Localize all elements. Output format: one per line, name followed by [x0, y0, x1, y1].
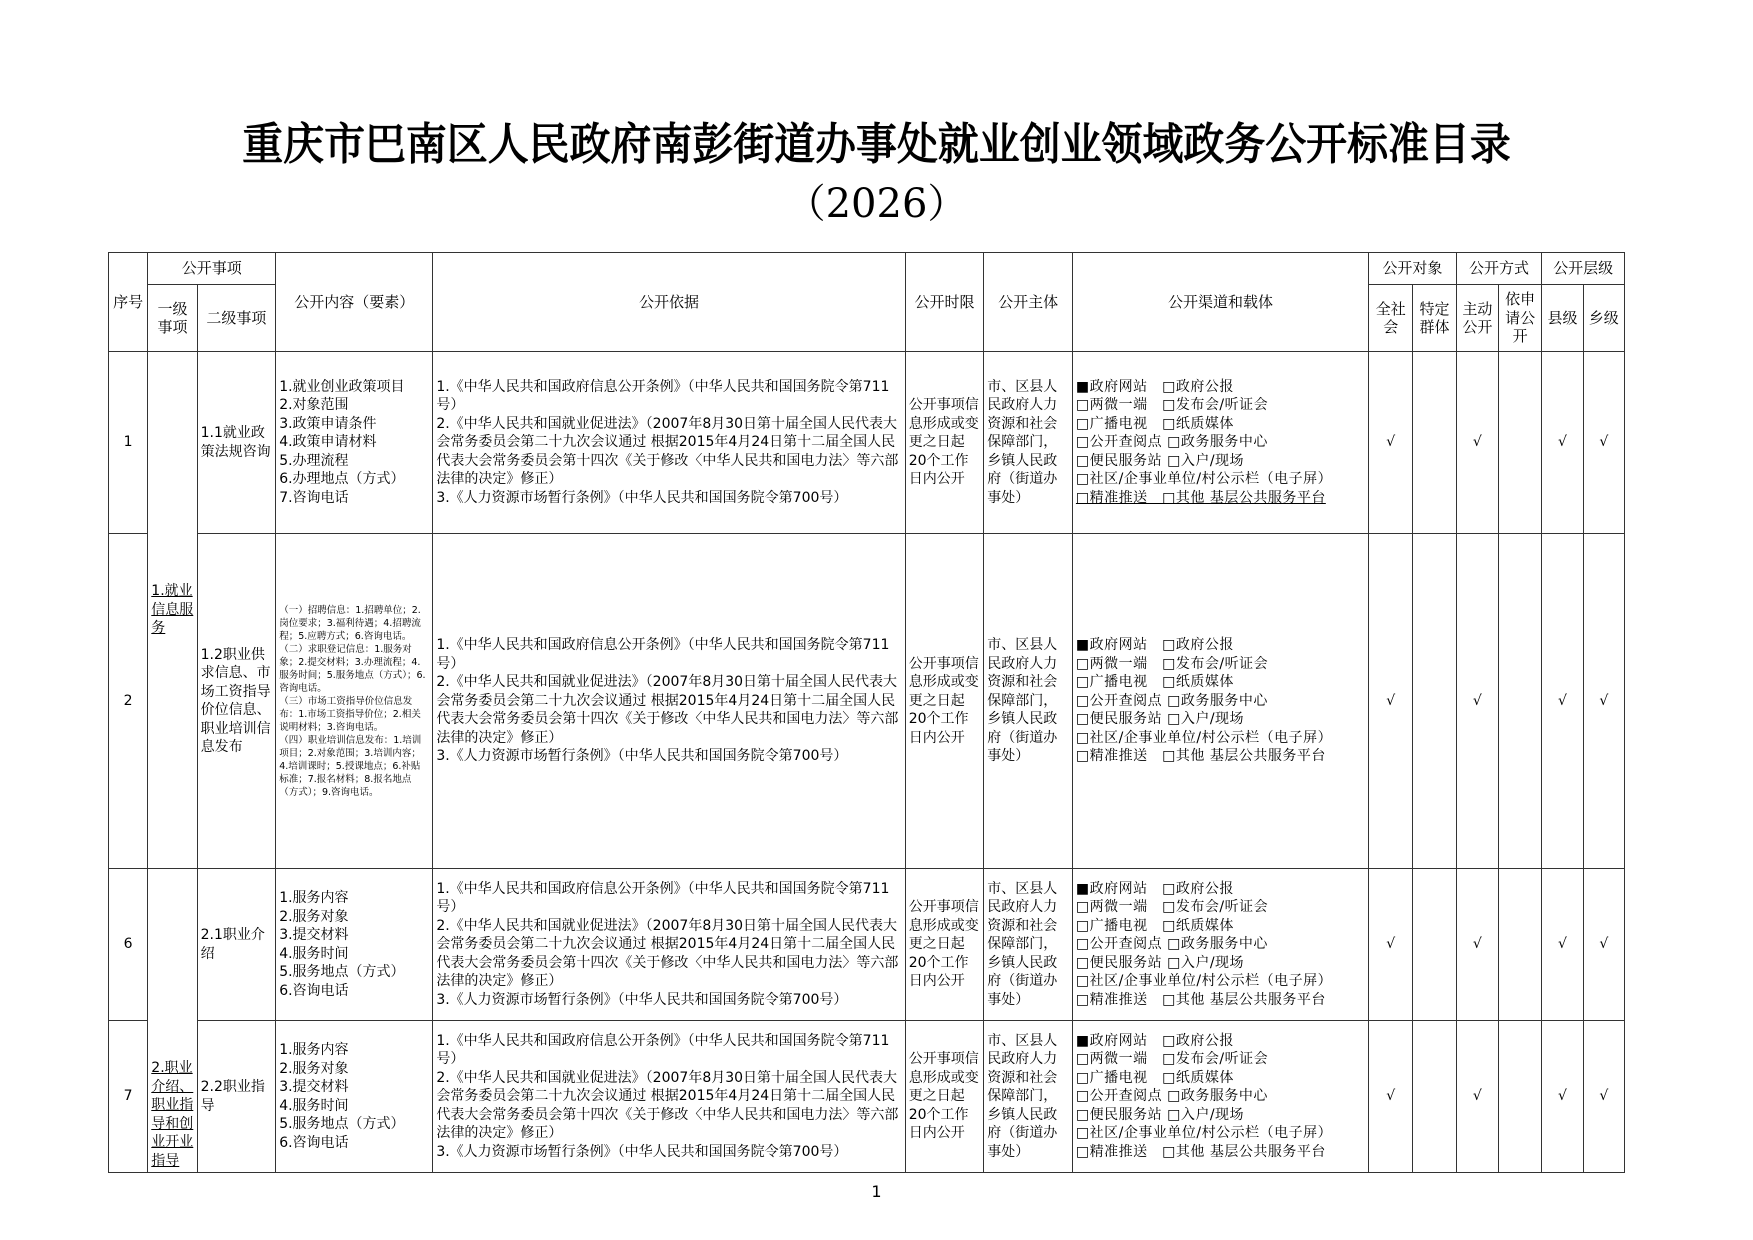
basis-cell: 1.《中华人民共和国政府信息公开条例》（中华人民共和国国务院令第711号） 2.《中华人民共和国就业促进法》（2007年8月30日第十届全国人民代表大会常务委员会第二十九次会议通过 根据2015年4月24日第十二届全国人民代表大会常务委员会第十四次《关于修改〈中华人民共和国电力法〉等六部法律的决定》修正） 3.《人力资源市场暂行条例》（中华人民共和国国务院令第700号）: [433, 534, 905, 869]
document-subtitle: （2026）: [785, 181, 968, 227]
row-seq: 2: [109, 534, 148, 869]
channels-cell: ■政府网站 □政府公报 □两微一端 □发布会/听证会 □广播电视 □纸质媒体 □公开查阅点 □政务服务中心 □便民服务站 □入户/现场 □社区/企事业单位/村公示栏（电子屏） □精准推送 □其他 基层公共服务平台: [1072, 534, 1368, 869]
basis-cell: 1.《中华人民共和国政府信息公开条例》（中华人民共和国国务院令第711号） 2.《中华人民共和国就业促进法》（2007年8月30日第十届全国人民代表大会常务委员会第二十九次会议通过 根据2015年4月24日第十二届全国人民代表大会常务委员会第十四次《关于修改〈中华人民共和国电力法〉等六部法律的决定》修正） 3.《人力资源市场暂行条例》（中华人民共和国国务院令第700号）: [433, 352, 905, 534]
header-level-county: 县级: [1542, 285, 1583, 352]
check-method-apply: [1498, 534, 1541, 869]
header-method-active: 主动公开: [1456, 285, 1498, 352]
check-level-town: √: [1583, 534, 1624, 869]
check-level-county: √: [1542, 352, 1583, 534]
check-method-active: √: [1456, 1021, 1498, 1173]
header-level1: 一级事项: [148, 285, 197, 352]
subject-cell: 市、区县人民政府人力资源和社会保障部门，乡镇人民政府（街道办事处）: [984, 1021, 1073, 1173]
time-limit-cell: 公开事项信息形成或变更之日起20个工作日内公开: [905, 869, 984, 1021]
header-target-all: 全社会: [1369, 285, 1413, 352]
channels-cell: ■政府网站 □政府公报 □两微一端 □发布会/听证会 □广播电视 □纸质媒体 □公开查阅点 □政务服务中心 □便民服务站 □入户/现场 □社区/企事业单位/村公示栏（电子屏） □精准推送 □其他 基层公共服务平台: [1072, 869, 1368, 1021]
check-method-active: √: [1456, 869, 1498, 1021]
basis-cell: 1.《中华人民共和国政府信息公开条例》（中华人民共和国国务院令第711号） 2.《中华人民共和国就业促进法》（2007年8月30日第十届全国人民代表大会常务委员会第二十九次会议通过 根据2015年4月24日第十二届全国人民代表大会常务委员会第十四次《关于修改〈中华人民共和国电力法〉等六部法律的决定》修正） 3.《人力资源市场暂行条例》（中华人民共和国国务院令第700号）: [433, 1021, 905, 1173]
document-title: 重庆市巴南区人民政府南彭街道办事处就业创业领域政务公开标准目录: [242, 119, 1511, 170]
row-seq: 6: [109, 869, 148, 1021]
header-level2: 二级事项: [197, 285, 276, 352]
level2-item: 1.2职业供求信息、市场工资指导价位信息、职业培训信息发布: [197, 534, 276, 869]
check-method-apply: [1498, 1021, 1541, 1173]
level2-item: 2.2职业指导: [197, 1021, 276, 1173]
header-method-group: 公开方式: [1456, 253, 1542, 285]
check-target-specific: [1413, 1021, 1456, 1173]
header-subject: 公开主体: [984, 253, 1073, 352]
check-target-specific: [1413, 352, 1456, 534]
header-basis: 公开依据: [433, 253, 905, 352]
level2-item: 2.1职业介绍: [197, 869, 276, 1021]
content-cell: 1.服务内容 2.服务对象 3.提交材料 4.服务时间 5.服务地点（方式） 6.咨询电话: [276, 1021, 433, 1173]
check-level-town: √: [1583, 869, 1624, 1021]
header-time-limit: 公开时限: [905, 253, 984, 352]
level1-item: 1.就业信息服务: [148, 352, 197, 869]
time-limit-cell: 公开事项信息形成或变更之日起20个工作日内公开: [905, 1021, 984, 1173]
check-level-county: √: [1542, 534, 1583, 869]
header-channels: 公开渠道和载体: [1072, 253, 1368, 352]
check-method-apply: [1498, 869, 1541, 1021]
disclosure-catalog-table: [108, 252, 1625, 1173]
table-row: [109, 869, 1625, 1021]
time-limit-cell: 公开事项信息形成或变更之日起20个工作日内公开: [905, 352, 984, 534]
row-seq: 7: [109, 1021, 148, 1173]
header-level-group: 公开层级: [1542, 253, 1625, 285]
level2-item: 1.1就业政策法规咨询: [197, 352, 276, 534]
check-target-specific: [1413, 869, 1456, 1021]
table-row: [109, 352, 1625, 534]
check-level-county: √: [1542, 869, 1583, 1021]
basis-cell: 1.《中华人民共和国政府信息公开条例》（中华人民共和国国务院令第711号） 2.《中华人民共和国就业促进法》（2007年8月30日第十届全国人民代表大会常务委员会第二十九次会议通过 根据2015年4月24日第十二届全国人民代表大会常务委员会第十四次《关于修改〈中华人民共和国电力法〉等六部法律的决定》修正） 3.《人力资源市场暂行条例》（中华人民共和国国务院令第700号）: [433, 869, 905, 1021]
check-level-town: √: [1583, 1021, 1624, 1173]
check-target-all: √: [1369, 534, 1413, 869]
check-level-town: √: [1583, 352, 1624, 534]
header-content: 公开内容（要素）: [276, 253, 433, 352]
subject-cell: 市、区县人民政府人力资源和社会保障部门，乡镇人民政府（街道办事处）: [984, 869, 1073, 1021]
table-row: [109, 534, 1625, 869]
channels-cell: ■政府网站 □政府公报 □两微一端 □发布会/听证会 □广播电视 □纸质媒体 □公开查阅点 □政务服务中心 □便民服务站 □入户/现场 □社区/企事业单位/村公示栏（电子屏） □精准推送 □其他 基层公共服务平台: [1072, 352, 1368, 534]
check-level-county: √: [1542, 1021, 1583, 1173]
level1-item: 2.职业介绍、职业指导和创业开业指导: [148, 869, 197, 1173]
content-cell: 1.服务内容 2.服务对象 3.提交材料 4.服务时间 5.服务地点（方式） 6.咨询电话: [276, 869, 433, 1021]
check-target-all: √: [1369, 869, 1413, 1021]
header-items-group: 公开事项: [148, 253, 276, 285]
check-target-all: √: [1369, 1021, 1413, 1173]
table-row: [109, 1021, 1625, 1173]
check-method-active: √: [1456, 352, 1498, 534]
time-limit-cell: 公开事项信息形成或变更之日起20个工作日内公开: [905, 534, 984, 869]
subject-cell: 市、区县人民政府人力资源和社会保障部门，乡镇人民政府（街道办事处）: [984, 352, 1073, 534]
row-seq: 1: [109, 352, 148, 534]
content-cell: 1.就业创业政策项目 2.对象范围 3.政策申请条件 4.政策申请材料 5.办理流程 6.办理地点（方式） 7.咨询电话: [276, 352, 433, 534]
check-method-active: √: [1456, 534, 1498, 869]
channels-cell: ■政府网站 □政府公报 □两微一端 □发布会/听证会 □广播电视 □纸质媒体 □公开查阅点 □政务服务中心 □便民服务站 □入户/现场 □社区/企事业单位/村公示栏（电子屏） □精准推送 □其他 基层公共服务平台: [1072, 1021, 1368, 1173]
header-method-apply: 依申请公开: [1498, 285, 1541, 352]
check-method-apply: [1498, 352, 1541, 534]
check-target-all: √: [1369, 352, 1413, 534]
header-level-town: 乡级: [1583, 285, 1624, 352]
subject-cell: 市、区县人民政府人力资源和社会保障部门，乡镇人民政府（街道办事处）: [984, 534, 1073, 869]
header-target-specific: 特定群体: [1413, 285, 1456, 352]
content-cell: （一）招聘信息：1.招聘单位；2.岗位要求；3.福利待遇；4.招聘流程；5.应聘方式；6.咨询电话。 （二）求职登记信息：1.服务对象；2.提交材料；3.办理流程；4.服务时间；5.服务地点（方式）；6.咨询电话。 （三）市场工资指导价位信息发布：1.市场工资指导价位；2.相关说明材料；3.咨询电话。 （四）职业培训信息发布：1.培训项目；2.对象范围；3.培训内容；4.培训课时；5.授课地点；6.补贴标准；7.报名材料；8.报名地点（方式）；9.咨询电话。: [276, 534, 433, 869]
page-number: 1: [871, 1182, 882, 1201]
header-seq: 序号: [109, 253, 148, 352]
header-target-group: 公开对象: [1369, 253, 1457, 285]
check-target-specific: [1413, 534, 1456, 869]
